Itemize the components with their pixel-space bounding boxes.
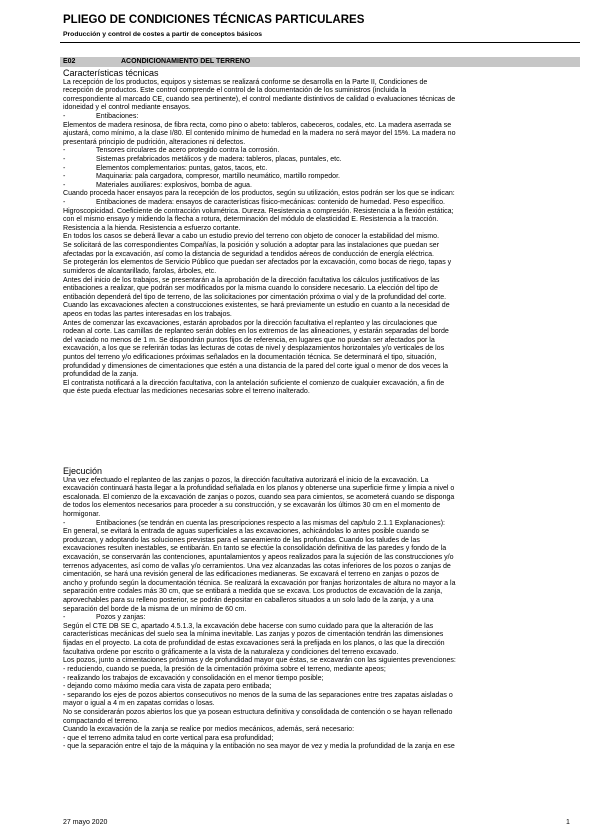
line-text: profundidad y dimensiones de cimentaciones que estén a una distancia de la pared del corte igual o menor de dos veces la bbox=[63, 362, 449, 370]
text-line bbox=[63, 182, 575, 191]
text-line bbox=[63, 345, 575, 354]
text-line bbox=[63, 190, 575, 199]
section-name: ACONDICIONAMIENTO DEL TERRENO bbox=[121, 58, 251, 65]
line-text: Pozos y zanjas: bbox=[96, 614, 146, 622]
text-line bbox=[63, 580, 575, 589]
text-line bbox=[63, 156, 575, 165]
line-text: No se considerarán pozos abiertos los que ya posean estructura definitiva y consolidada de contención o se hayan rellenado bbox=[63, 708, 453, 716]
line-text: La recepción de los productos, equipos y sistemas se realizará conforme se desarrolla en la Parte II, Condiciones de bbox=[63, 78, 428, 86]
text-line bbox=[63, 328, 575, 337]
section-header bbox=[60, 57, 580, 67]
line-text: fijadas en el proyecto. La cota de profundidad de estas excavaciones será la prefijada en los planos, o las que la dirección bbox=[63, 640, 445, 648]
line-text: separación entre codales más 30 cm, que se entibará a medida que se excava. Los productos de excavación de la zanja, bbox=[63, 588, 443, 596]
line-text: Cuando la excavación de la zanja se realice por medios mecánicos, además, será necesario: bbox=[63, 726, 355, 734]
line-text: Cuando las excavaciones afecten a construcciones existentes, se hará previamente un estudio en cuanto a la necesidad de bbox=[63, 302, 450, 310]
line-text: afectadas por la excavación, así como la distancia de seguridad a tendidos aéreos de conducción de energía eléctrica. bbox=[63, 250, 434, 258]
text-line bbox=[63, 87, 575, 96]
text-line bbox=[63, 285, 575, 294]
bullet-marker: - bbox=[63, 199, 66, 207]
text-line bbox=[63, 277, 575, 286]
text-line bbox=[63, 371, 575, 380]
line-text: Antes del inicio de los trabajos, se presentarán a la aprobación de la dirección facultativa los cálculos justificativos de las bbox=[63, 276, 440, 284]
line-text: excavación, se conservarán las contenciones, apuntalamientos y apeos realizados para la sujeción de las construcciones y/o bbox=[63, 553, 454, 561]
text-line bbox=[63, 337, 575, 346]
line-text: entibaciones a realizar, que podrán ser modificados por la misma cuando lo considere necesario. La elección del tipo de bbox=[63, 285, 438, 293]
line-text: - reduciendo, cuando se pueda, la presión de la cimentación próxima sobre el terreno, mediante apeos; bbox=[63, 665, 386, 673]
header-divider bbox=[60, 42, 580, 43]
line-text: idoneidad y el control mediante ensayos. bbox=[63, 104, 191, 112]
text-line bbox=[63, 320, 575, 329]
line-text: presentará principio de pudrición, alteraciones ni defectos. bbox=[63, 138, 246, 146]
line-text: El contratista notificará a la dirección facultativa, con la antelación suficiente el comienzo de cualquier excavación, a fin de bbox=[63, 379, 445, 387]
text-line bbox=[63, 502, 575, 511]
line-text: En todos los casos se deberá llevar a cabo un estudio previo del terreno con objeto de conocer la estabilidad del mismo. bbox=[63, 233, 440, 241]
text-line bbox=[63, 545, 575, 554]
line-text: Maquinaria: pala cargadora, compresor, martillo neumático, martillo rompedor. bbox=[96, 173, 341, 181]
text-line bbox=[63, 130, 575, 139]
line-text: mayor o igual a 4 m en zapatas corridas o losas. bbox=[63, 700, 215, 708]
line-text: entibación dependerá del tipo de terreno, de las solicitaciones por cimentación próxima o vial y de la profundidad del corte. bbox=[63, 293, 447, 301]
text-line bbox=[63, 563, 575, 572]
text-line bbox=[63, 165, 575, 174]
text-line bbox=[63, 122, 575, 131]
text-line bbox=[63, 571, 575, 580]
ejecucion-body bbox=[63, 477, 575, 753]
text-line bbox=[63, 302, 575, 311]
line-text: En general, se evitará la entrada de aguas superficiales a las excavaciones, achicándolas lo antes posible cuando se bbox=[63, 528, 429, 536]
line-text: cimentación, se hará una revisión general de las edificaciones medianeras. Se excavará el terreno en zanjas o pozos de bbox=[63, 571, 440, 579]
line-text: Elementos complementarios: puntas, gatos, tacos, etc. bbox=[96, 164, 268, 172]
line-text: Tensores circulares de acero protegido contra la corrosión. bbox=[96, 147, 280, 155]
footer-date: 27 mayo 2020 bbox=[63, 819, 108, 826]
line-text: características mecánicas del suelo sea la mínima inevitable. Las zanjas y pozos de cimentación tendrán las dimensiones bbox=[63, 631, 444, 639]
text-line bbox=[63, 251, 575, 260]
line-text: ancho y profundo según la documentación técnica. Se realizará la excavación por franjas horizontales de altura no mayor a la bbox=[63, 579, 456, 587]
text-line bbox=[63, 354, 575, 363]
line-text: Sistemas prefabricados metálicos y de madera: tableros, placas, puntales, etc. bbox=[96, 155, 342, 163]
text-line bbox=[63, 735, 575, 744]
text-line bbox=[63, 554, 575, 563]
line-text: apeos en todas las partes interesadas en los trabajos. bbox=[63, 310, 232, 318]
line-text: - que la separación entre el tajo de la máquina y la entibación no sea mayor de vez y media la profundidad de la zanja en ese bbox=[63, 743, 455, 751]
document-subtitle: Producción y control de costes a partir de conceptos básicos bbox=[63, 31, 263, 38]
text-line bbox=[63, 528, 575, 537]
line-text: Cuando proceda hacer ensayos para la recepción de los productos, según su utilización, estos podrán ser los que se indican: bbox=[63, 190, 455, 198]
caracteristicas-heading: Características técnicas bbox=[63, 68, 159, 78]
line-text: hormigonar. bbox=[63, 510, 101, 518]
text-line bbox=[63, 718, 575, 727]
text-line bbox=[63, 520, 575, 529]
line-text: Entibaciones de madera: ensayos de características físico-mecánicas: contenido de humedad. Peso específico. bbox=[96, 199, 446, 207]
page-number: 1 bbox=[566, 819, 570, 826]
line-text: Higroscopicidad. Coeficiente de contracción volumétrica. Dureza. Resistencia a compresión. Resistencia a la flexión estática; bbox=[63, 207, 454, 215]
text-line bbox=[63, 743, 575, 752]
line-text: sumideros de alcantarillado, farolas, árboles, etc. bbox=[63, 267, 217, 275]
bullet-marker: - bbox=[63, 164, 66, 172]
text-line bbox=[63, 494, 575, 503]
caracteristicas-body bbox=[63, 79, 575, 398]
text-line bbox=[63, 640, 575, 649]
line-text: separación del borde de la misma de un mínimo de 60 cm. bbox=[63, 605, 247, 613]
line-text: - realizando los trabajos de excavación y consolidación en el menor tiempo posible; bbox=[63, 674, 324, 682]
text-line bbox=[63, 216, 575, 225]
text-line bbox=[63, 380, 575, 389]
text-line bbox=[63, 511, 575, 520]
text-line bbox=[63, 709, 575, 718]
line-text: Los pozos, junto a cimentaciones próximas y de profundidad mayor que éstas, se excavarán con las siguientes prevenciones: bbox=[63, 657, 456, 665]
line-text: Entibaciones (se tendrán en cuenta las prescripciones respecto a las mismas del cap/tulo 2.1.1 Explanaciones): bbox=[96, 519, 446, 527]
text-line bbox=[63, 649, 575, 658]
line-text: facultativa ordene por escrito o gráficamente a la vista de la naturaleza y condiciones del terreno excavado. bbox=[63, 648, 399, 656]
line-text: Una vez efectuado el replanteo de las zanjas o pozos, la dirección facultativa autorizará el inicio de la excavación. La bbox=[63, 476, 429, 484]
bullet-marker: - bbox=[63, 519, 66, 527]
line-text: excavaciones resulten inestables, se entibarán. En tanto se efectúe la consolidación definitiva de las paredes y fondo de la bbox=[63, 545, 447, 553]
section-code: E02 bbox=[63, 58, 76, 65]
text-line bbox=[63, 363, 575, 372]
text-line bbox=[63, 311, 575, 320]
text-line bbox=[63, 139, 575, 148]
bullet-marker: - bbox=[63, 112, 66, 120]
line-text: excavación continuará hasta llegar a la profundidad señalada en los planos y obtenerse una superficie firme y limpia a nivel o bbox=[63, 485, 455, 493]
ejecucion-heading: Ejecución bbox=[63, 466, 103, 476]
text-line bbox=[63, 225, 575, 234]
document-title: PLIEGO DE CONDICIONES TÉCNICAS PARTICULARES bbox=[63, 14, 365, 26]
text-line bbox=[63, 537, 575, 546]
bullet-marker: - bbox=[63, 181, 66, 189]
text-line bbox=[63, 113, 575, 122]
text-line bbox=[63, 173, 575, 182]
line-text: terrenos adyacentes, así como de vallas y/o cerramientos. Una vez alcanzadas las cotas inferiores de los pozos o zanjas de bbox=[63, 562, 451, 570]
line-text: Resistencia a la hienda. Resistencia a esfuerzo cortante. bbox=[63, 224, 241, 232]
line-text: puntos del terreno y/o edificaciones próximas señalados en la documentación técnica. Se determinará el tipo, situación, bbox=[63, 354, 437, 361]
line-text: Según el CTE DB SE C, apartado 4.5.1.3, la excavación debe hacerse con sumo cuidado para que la alteración de las bbox=[63, 622, 434, 630]
line-text: ajustará, como mínimo, a la clase I/80. El contenido mínimo de humedad en la madera no será mayor del 15%. La madera no bbox=[63, 130, 456, 138]
text-line bbox=[63, 268, 575, 277]
text-line bbox=[63, 294, 575, 303]
text-line bbox=[63, 675, 575, 684]
bullet-marker: - bbox=[63, 614, 66, 622]
line-text: Se solicitará de las correspondientes Compañías, la posición y solución a adoptar para las instalaciones que puedan ser bbox=[63, 242, 440, 250]
line-text: compactando el terreno. bbox=[63, 717, 139, 725]
text-line bbox=[63, 623, 575, 632]
line-text: de todos los elementos necesarios para proceder a su construcción, y se excavarán los últimos 30 cm en el momento de bbox=[63, 502, 441, 510]
line-text: Entibaciones: bbox=[96, 112, 139, 120]
line-text: del vaciado no menos de 1 m. Se dispondrán puntos fijos de referencia, en lugares que no puedan ser afectados por la bbox=[63, 336, 435, 344]
line-text: - que el terreno admita talud en corte vertical para esa profundidad; bbox=[63, 734, 274, 742]
line-text: excavación, a los que se referirán todas las lecturas de cotas de nivel y desplazamientos horizontales y/o verticales de los bbox=[63, 345, 445, 353]
line-text: con el mismo ensayo y midiendo la flecha a rotura, determinación del módulo de elasticidad E. Resistencia a la tracción. bbox=[63, 216, 439, 224]
line-text: Antes de comenzar las excavaciones, estarán aprobados por la dirección facultativa el replanteo y las circulaciones que bbox=[63, 319, 438, 327]
text-line bbox=[63, 96, 575, 105]
line-text: profundidad de la zanja. bbox=[63, 371, 139, 379]
text-line bbox=[63, 477, 575, 486]
text-line bbox=[63, 692, 575, 701]
text-line bbox=[63, 614, 575, 623]
text-line bbox=[63, 657, 575, 666]
text-line bbox=[63, 199, 575, 208]
text-line bbox=[63, 79, 575, 88]
line-text: - dejando como máximo media cara vista de zapata pero entibada; bbox=[63, 683, 272, 691]
text-line bbox=[63, 726, 575, 735]
text-line bbox=[63, 147, 575, 156]
bullet-marker: - bbox=[63, 173, 66, 181]
line-text: Elementos de madera resinosa, de fibra recta, como pino o abeto: tableros, cabeceros, codales, etc. La madera aserrada se bbox=[63, 121, 452, 129]
text-line bbox=[63, 208, 575, 217]
text-line bbox=[63, 233, 575, 242]
text-line bbox=[63, 259, 575, 268]
text-line bbox=[63, 683, 575, 692]
text-line bbox=[63, 588, 575, 597]
text-line bbox=[63, 631, 575, 640]
text-line bbox=[63, 606, 575, 615]
line-text: correspondiente al marcado CE, cuando sea pertinente), el control mediante distintivos de calidad o evaluaciones técnicas de bbox=[63, 95, 456, 103]
text-line bbox=[63, 485, 575, 494]
text-line bbox=[63, 242, 575, 251]
line-text: produzcan, y adoptando las soluciones previstas para el saneamiento de las profundas. Cuando los taludes de las bbox=[63, 536, 420, 544]
line-text: rodean al corte. Las camillas de replanteo serán dobles en los extremos de las alineaciones, y estarán separadas del borde bbox=[63, 328, 449, 336]
bullet-marker: - bbox=[63, 147, 66, 155]
line-text: recepción de productos. Este control comprende el control de la documentación de los suministros (incluida la bbox=[63, 87, 407, 95]
line-text: Se protegerán los elementos de Servicio Público que puedan ser afectados por la excavación, como bocas de riego, tapas y bbox=[63, 259, 452, 267]
bullet-marker: - bbox=[63, 155, 66, 163]
text-line bbox=[63, 597, 575, 606]
text-line bbox=[63, 388, 575, 397]
line-text: escalonada. El comienzo de la excavación de zanjas o pozos, cuando sea para cimientos, se acometerá cuando se disponga bbox=[63, 493, 455, 501]
text-line bbox=[63, 104, 575, 113]
line-text: que éste pueda efectuar las mediciones necesarias sobre el terreno inalterado. bbox=[63, 388, 310, 396]
line-text: Materiales auxiliares: explosivos, bomba de agua. bbox=[96, 181, 252, 189]
text-line bbox=[63, 700, 575, 709]
line-text: - separando los ejes de pozos abiertos consecutivos no menos de la suma de las separaciones entre tres zapatas aisladas o bbox=[63, 691, 453, 699]
text-line bbox=[63, 666, 575, 675]
line-text: aprovechables para su relleno posterior, se podrán depositar en caballeros situados a un solo lado de la zanja, y a una bbox=[63, 597, 434, 605]
